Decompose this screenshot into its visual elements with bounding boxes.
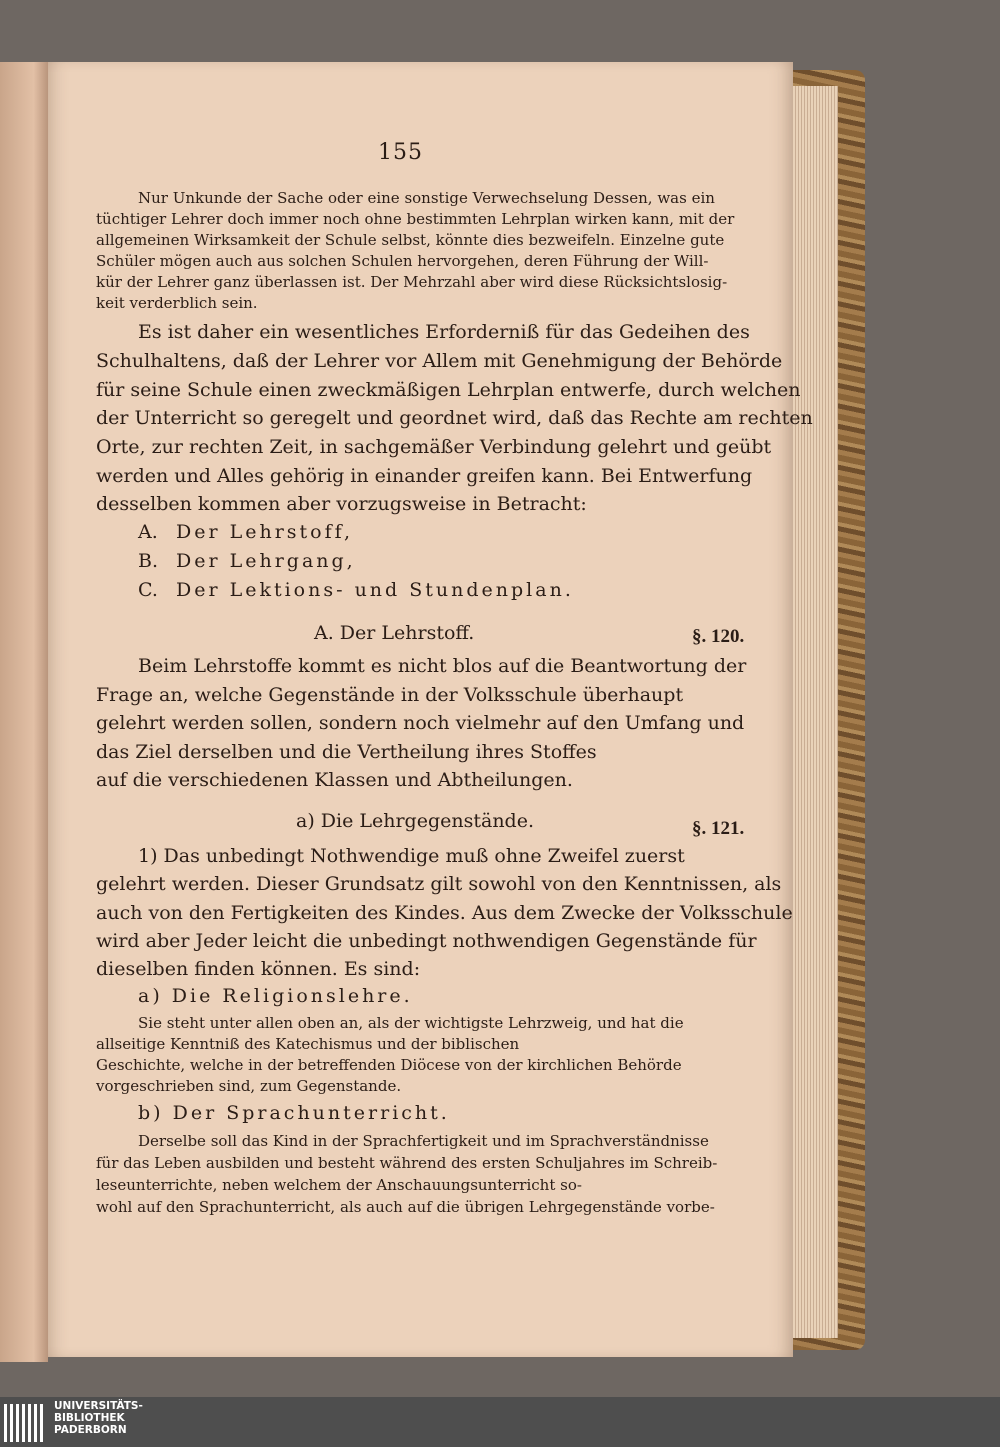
note-line: Derselbe soll das Kind in der Sprachfertigkeit und im Sprachverständnisse	[138, 1132, 709, 1150]
page-block-edges	[790, 86, 838, 1338]
note-line: leseunterrichte, neben welchem der Anschauungsunterricht so-	[96, 1176, 582, 1194]
body-line: Es ist daher ein wesentliches Erforderniß für das Gedeihen des	[138, 321, 750, 343]
library-footer	[0, 1397, 1000, 1447]
note-line: Geschichte, welche in der betreffenden Diöcese von der kirchlichen Behörde	[96, 1056, 682, 1074]
body-line: desselben kommen aber vorzugsweise in Betracht:	[96, 493, 587, 515]
body-line: gelehrt werden. Dieser Grundsatz gilt sowohl von den Kenntnissen, als	[96, 873, 782, 895]
library-name-line: UNIVERSITÄTS-	[54, 1400, 143, 1412]
note-line: für das Leben ausbilden und besteht während des ersten Schuljahres im Schreib-	[96, 1154, 718, 1172]
note-line: kür der Lehrer ganz überlassen ist. Der Mehrzahl aber wird diese Rücksichtslosig-	[96, 273, 728, 291]
body-line: 1) Das unbedingt Nothwendige muß ohne Zweifel zuerst	[138, 845, 685, 867]
body-line: auch von den Fertigkeiten des Kindes. Aus dem Zwecke der Volksschule	[96, 902, 793, 924]
list-item: Der Lehrstoff,	[176, 521, 354, 543]
note-line: Schüler mögen auch aus solchen Schulen hervorgehen, deren Führung der Will-	[96, 252, 709, 270]
note-line: Nur Unkunde der Sache oder eine sonstige Verwechselung Dessen, was ein	[138, 189, 715, 207]
body-line: Schulhaltens, daß der Lehrer vor Allem mit Genehmigung der Behörde	[96, 350, 783, 372]
subsection-heading: a) Die Religionslehre.	[138, 985, 413, 1007]
body-line: Orte, zur rechten Zeit, in sachgemäßer Verbindung gelehrt und geübt	[96, 436, 772, 458]
paragraph-mark: §. 120.	[692, 626, 745, 647]
note-line: keit verderblich sein.	[96, 294, 258, 312]
paragraph-mark: §. 121.	[692, 818, 745, 839]
subsection-heading: b) Der Sprachunterricht.	[138, 1102, 450, 1124]
page-number: 155	[378, 140, 423, 165]
note-line: allseitige Kenntniß des Katechismus und der biblischen	[96, 1035, 520, 1053]
list-letter: B.	[138, 550, 159, 572]
library-logo-icon	[0, 1398, 48, 1446]
body-line: werden und Alles gehörig in einander greifen kann. Bei Entwerfung	[96, 465, 753, 487]
note-line: Sie steht unter allen oben an, als der wichtigste Lehrzweig, und hat die	[138, 1014, 684, 1032]
note-line: vorgeschrieben sind, zum Gegenstande.	[96, 1077, 402, 1095]
body-line: Frage an, welche Gegenstände in der Volksschule überhaupt	[96, 684, 684, 706]
library-name	[54, 1400, 143, 1436]
body-line: auf die verschiedenen Klassen und Abtheilungen.	[96, 769, 573, 791]
note-line: allgemeinen Wirksamkeit der Schule selbst, könnte dies bezweifeln. Einzelne gute	[96, 231, 725, 249]
library-name-line: PADERBORN	[54, 1424, 127, 1436]
list-letter: C.	[138, 579, 158, 601]
body-line: das Ziel derselben und die Vertheilung ihres Stoffes	[96, 741, 597, 763]
body-line: gelehrt werden sollen, sondern noch vielmehr auf den Umfang und	[96, 712, 745, 734]
body-line: für seine Schule einen zweckmäßigen Lehrplan entwerfe, durch welchen	[96, 379, 801, 401]
body-line: Beim Lehrstoffe kommt es nicht blos auf die Beantwortung der	[138, 655, 747, 677]
body-line: wird aber Jeder leicht die unbedingt nothwendigen Gegenstände für	[96, 930, 757, 952]
body-line: der Unterricht so geregelt und geordnet wird, daß das Rechte am rechten	[96, 407, 813, 429]
list-letter: A.	[138, 521, 158, 543]
list-item: Der Lehrgang,	[176, 550, 356, 572]
library-name-line: BIBLIOTHEK	[54, 1412, 125, 1424]
left-page-edge	[0, 62, 48, 1362]
note-line: tüchtiger Lehrer doch immer noch ohne bestimmten Lehrplan wirken kann, mit der	[96, 210, 735, 228]
section-heading: a) Die Lehrgegenstände.	[296, 810, 535, 832]
body-line: dieselben finden können. Es sind:	[96, 958, 421, 980]
section-heading: A. Der Lehrstoff.	[314, 622, 475, 644]
note-line: wohl auf den Sprachunterricht, als auch auf die übrigen Lehrgegenstände vorbe-	[96, 1198, 715, 1216]
list-item: Der Lektions- und Stundenplan.	[176, 579, 574, 601]
